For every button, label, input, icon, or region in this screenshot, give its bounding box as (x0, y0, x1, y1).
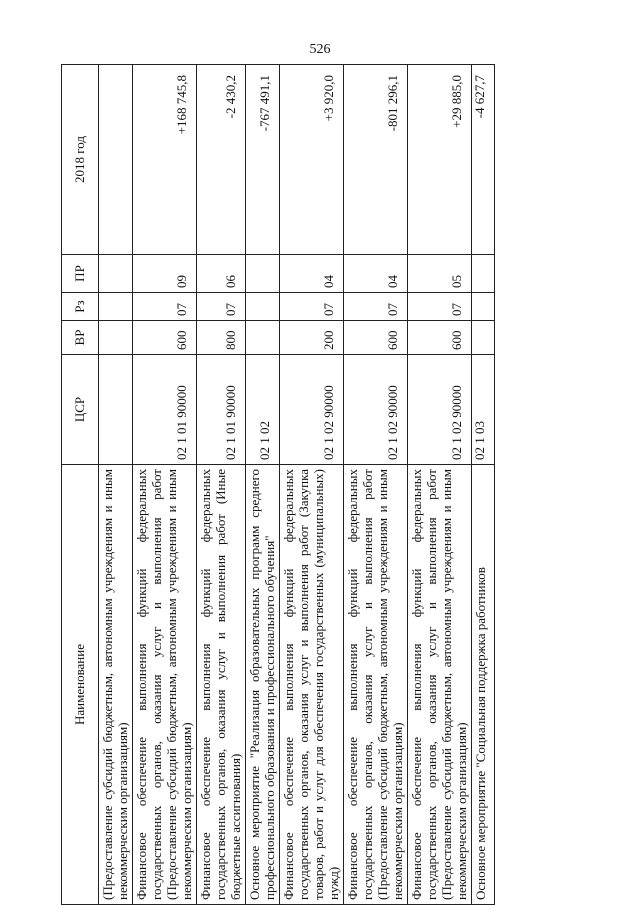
cell-pr (246, 255, 280, 293)
cell-name: Основное мероприятие "Реализация образовательных программ среднего профессионального образования и профессионального обучения" (246, 465, 280, 905)
cell-pr (99, 255, 133, 293)
rotated-table-frame (61, 65, 601, 905)
cell-vr: 600 (408, 321, 472, 355)
table-row (344, 65, 408, 905)
table-row (99, 65, 133, 905)
table-header-row (62, 65, 99, 905)
cell-pr: 09 (133, 255, 197, 293)
table-row (472, 65, 495, 905)
cell-amount (99, 65, 133, 255)
cell-csr: 02 1 03 (472, 355, 495, 465)
cell-rz: 07 (280, 293, 344, 321)
header-pr: ПР (62, 255, 99, 293)
cell-rz (472, 293, 495, 321)
cell-amount: -4 627,7 (472, 65, 495, 255)
cell-pr: 06 (197, 255, 246, 293)
cell-vr: 600 (344, 321, 408, 355)
cell-pr: 04 (280, 255, 344, 293)
cell-name: Основное мероприятие "Социальная поддержка работников (472, 465, 495, 905)
page-number: 526 (309, 42, 331, 57)
cell-name: (Предоставление субсидий бюджетным, автономным учреждениям и иным некоммерческим организациям) (99, 465, 133, 905)
table-row (408, 65, 472, 905)
cell-vr: 200 (280, 321, 344, 355)
cell-pr: 04 (344, 255, 408, 293)
cell-vr (472, 321, 495, 355)
cell-name: Финансовое обеспечение выполнения функций федеральных государственных органов, оказания услуг и выполнения работ (Закупка товаров, работ и услуг для обеспечения государственных (муниципальных) нужд) (280, 465, 344, 905)
header-vr: ВР (62, 321, 99, 355)
cell-name: Финансовое обеспечение выполнения функций федеральных государственных органов, оказания услуг и выполнения работ (Предоставление субсидий бюджетным, автономным учреждениям и иным некоммерческим организациям) (408, 465, 472, 905)
cell-rz: 07 (197, 293, 246, 321)
header-name: Наименование (62, 465, 99, 905)
cell-name: Финансовое обеспечение выполнения функций федеральных государственных органов, оказания услуг и выполнения работ (Предоставление субсидий бюджетным, автономным учреждениям и иным некоммерческим организациям) (133, 465, 197, 905)
header-rz: Рз (62, 293, 99, 321)
cell-csr: 02 1 02 (246, 355, 280, 465)
cell-csr: 02 1 02 90000 (344, 355, 408, 465)
cell-csr (99, 355, 133, 465)
cell-name: Финансовое обеспечение выполнения функций федеральных государственных органов, оказания услуг и выполнения работ (Иные бюджетные ассигнования) (197, 465, 246, 905)
cell-vr (99, 321, 133, 355)
cell-csr: 02 1 01 90000 (133, 355, 197, 465)
cell-rz (246, 293, 280, 321)
table-row (133, 65, 197, 905)
cell-amount: -801 296,1 (344, 65, 408, 255)
cell-amount: +29 885,0 (408, 65, 472, 255)
cell-amount: -2 430,2 (197, 65, 246, 255)
table-row (280, 65, 344, 905)
cell-rz: 07 (408, 293, 472, 321)
cell-csr: 02 1 02 90000 (408, 355, 472, 465)
cell-vr: 800 (197, 321, 246, 355)
header-year: 2018 год (62, 65, 99, 255)
cell-pr (472, 255, 495, 293)
table-row (197, 65, 246, 905)
cell-amount: -767 491,1 (246, 65, 280, 255)
cell-name: Финансовое обеспечение выполнения функций федеральных государственных органов, оказания услуг и выполнения работ (Предоставление субсидий бюджетным, автономным учреждениям и иным некоммерческим организациям) (344, 465, 408, 905)
cell-rz: 07 (344, 293, 408, 321)
cell-vr (246, 321, 280, 355)
cell-rz: 07 (133, 293, 197, 321)
cell-pr: 05 (408, 255, 472, 293)
cell-csr: 02 1 02 90000 (280, 355, 344, 465)
cell-vr: 600 (133, 321, 197, 355)
header-csr: ЦСР (62, 355, 99, 465)
cell-amount: +3 920,0 (280, 65, 344, 255)
cell-csr: 02 1 01 90000 (197, 355, 246, 465)
table-row (246, 65, 280, 905)
budget-table (61, 64, 495, 905)
cell-amount: +168 745,8 (133, 65, 197, 255)
cell-rz (99, 293, 133, 321)
